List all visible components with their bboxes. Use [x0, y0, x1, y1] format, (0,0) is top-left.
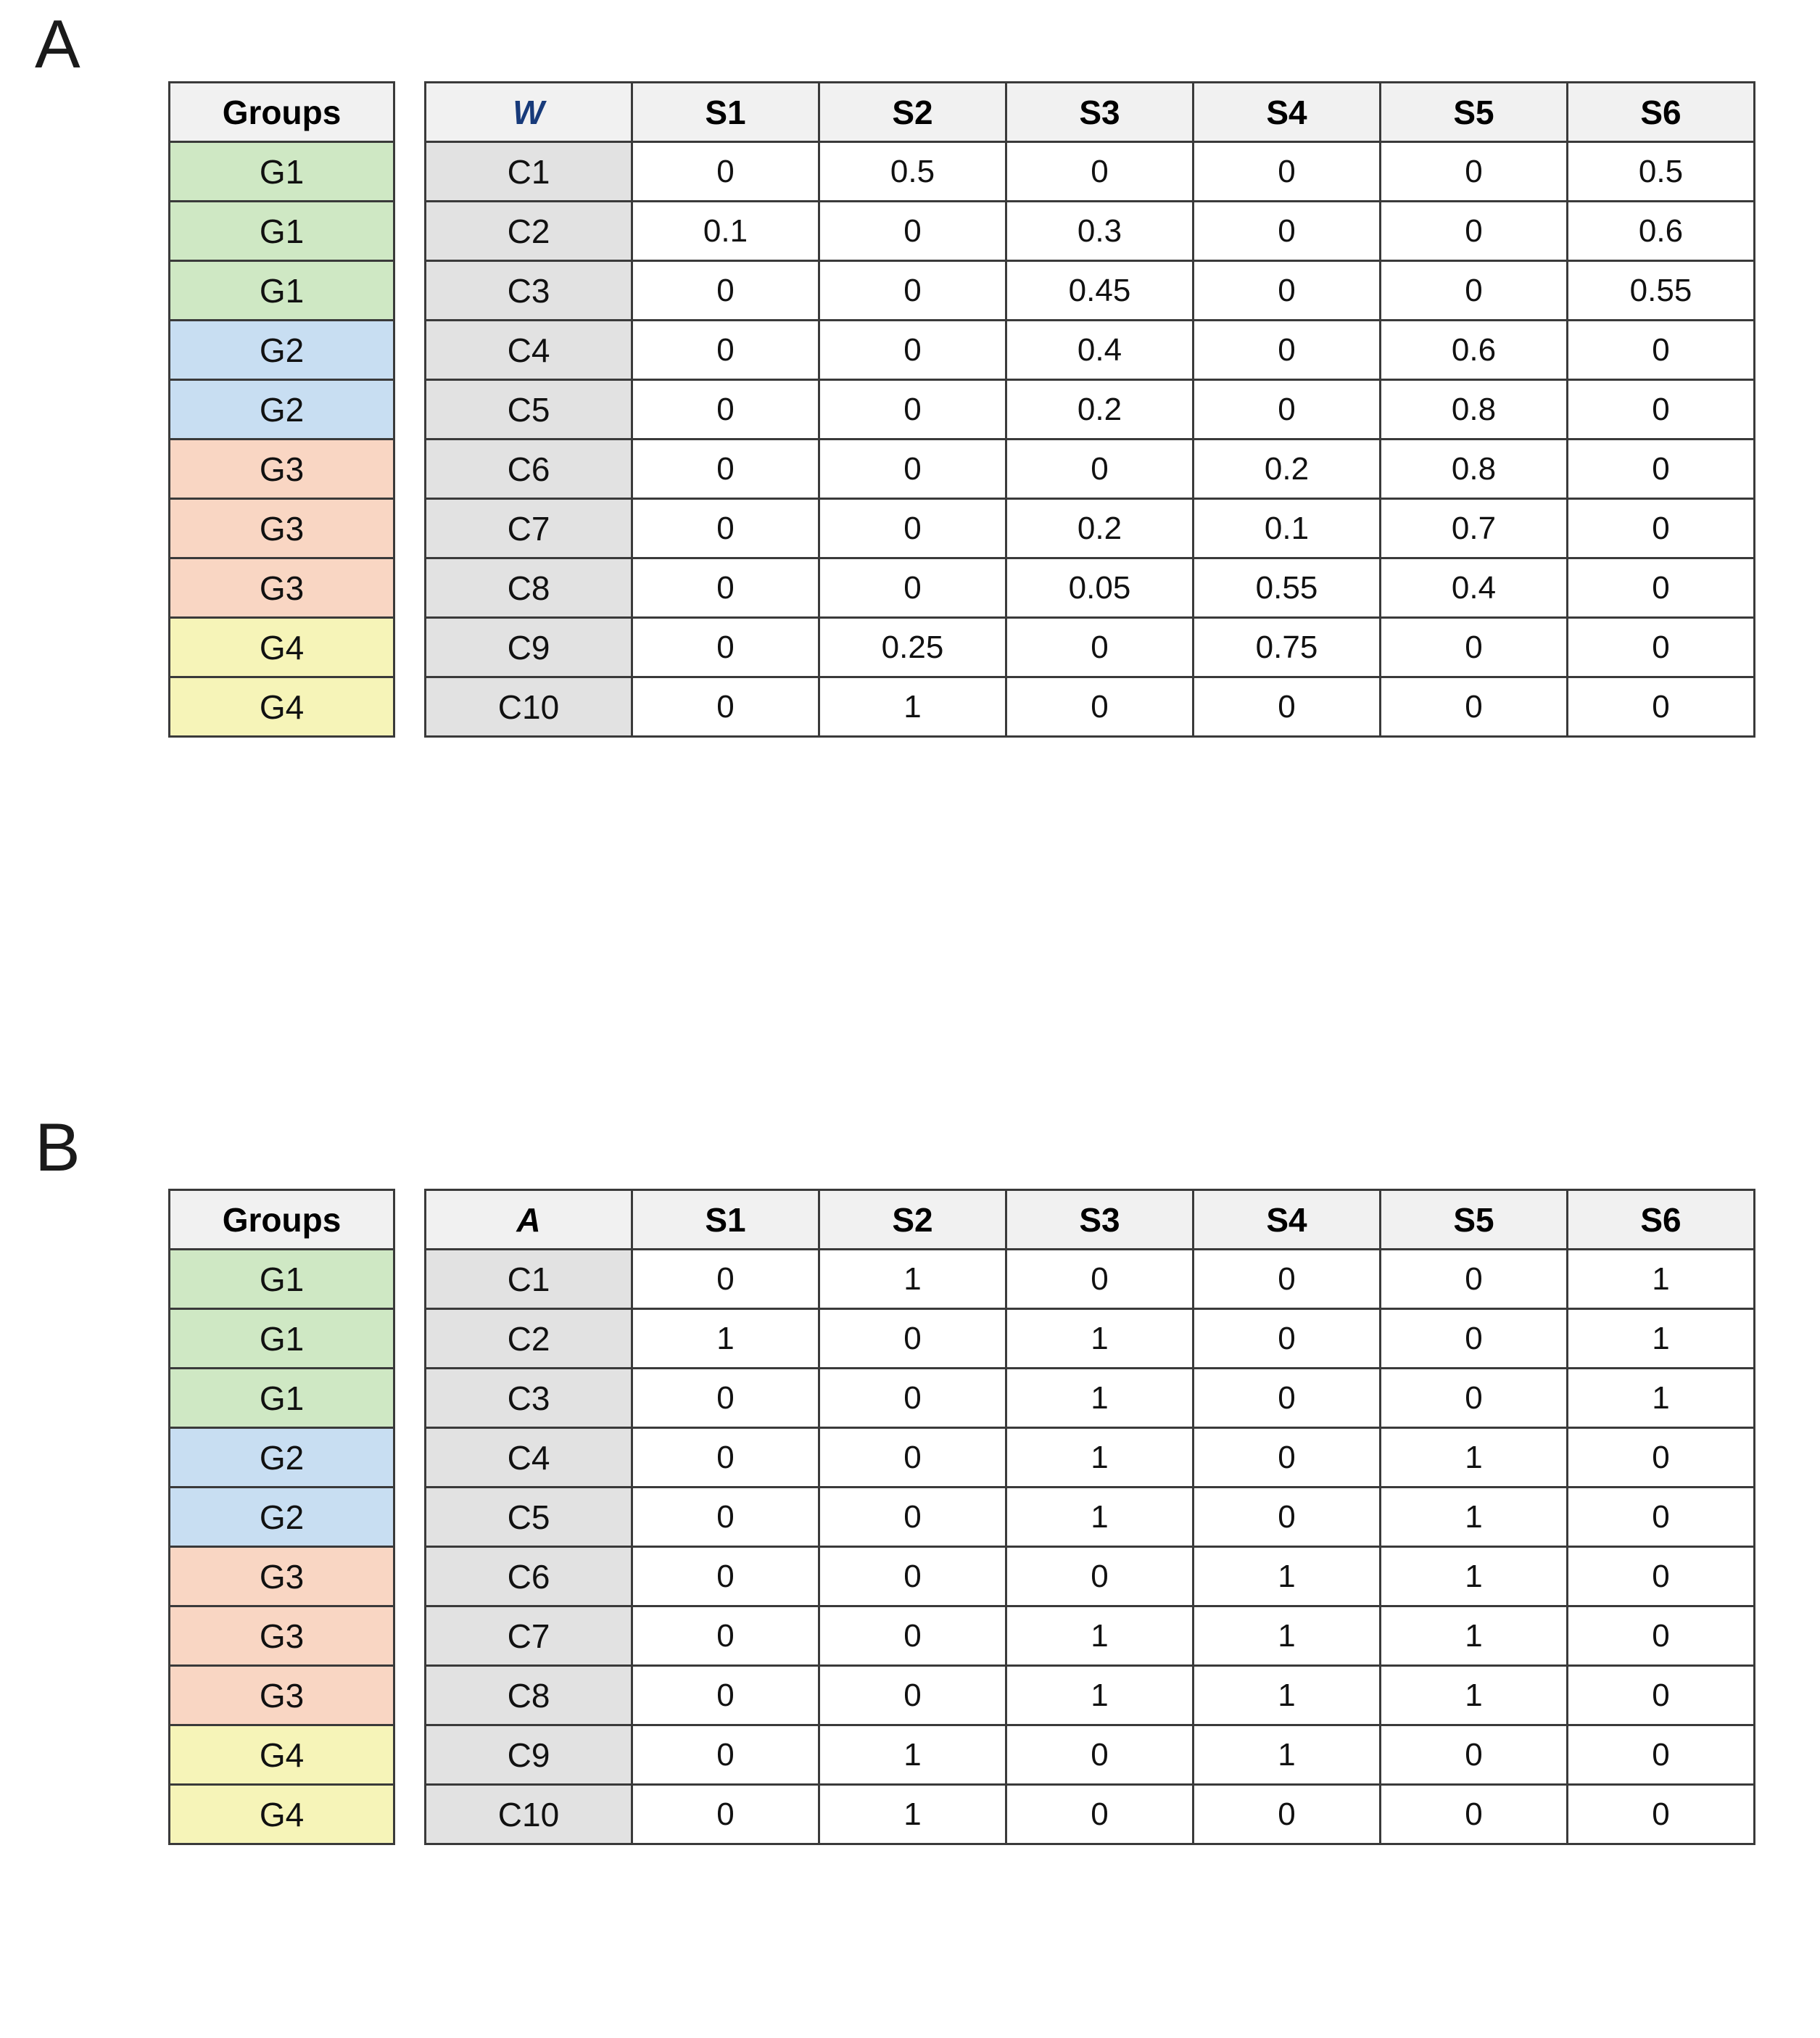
cell-c1-s2: 0.5 [819, 142, 1006, 202]
cell-c7-s2: 0 [819, 499, 1006, 558]
group-cell-g3: G3 [170, 499, 394, 558]
cell-c10-s1: 0 [632, 1785, 819, 1844]
column-header-s1: S1 [632, 83, 819, 142]
groups-row [170, 142, 394, 202]
cell-c1-s4: 0 [1194, 142, 1381, 202]
panel-b-tables [168, 1189, 1755, 1845]
groups-row [170, 261, 394, 321]
cell-c3-s1: 0 [632, 1369, 819, 1428]
cell-c7-s5: 0.7 [1381, 499, 1568, 558]
cell-c4-s1: 0 [632, 1428, 819, 1488]
cell-c6-s5: 1 [1381, 1547, 1568, 1606]
column-header-s5: S5 [1381, 83, 1568, 142]
groups-header-row [170, 1190, 394, 1250]
cell-c2-s3: 0.3 [1006, 202, 1194, 261]
cell-c5-s3: 1 [1006, 1488, 1194, 1547]
row-label-c2: C2 [426, 202, 632, 261]
groups-row [170, 1785, 394, 1844]
cell-c9-s6: 0 [1568, 1725, 1755, 1785]
cell-c9-s5: 0 [1381, 618, 1568, 677]
groups-row [170, 558, 394, 618]
cell-c3-s3: 1 [1006, 1369, 1194, 1428]
cell-c2-s3: 1 [1006, 1309, 1194, 1369]
group-cell-g2: G2 [170, 380, 394, 440]
cell-c9-s5: 0 [1381, 1725, 1568, 1785]
cell-c8-s1: 0 [632, 558, 819, 618]
row-label-c8: C8 [426, 1666, 632, 1725]
groups-header-cell: Groups [170, 83, 394, 142]
cell-c5-s6: 0 [1568, 380, 1755, 440]
cell-c5-s4: 0 [1194, 1488, 1381, 1547]
group-cell-g1: G1 [170, 1250, 394, 1309]
groups-table-a [168, 81, 395, 738]
cell-c7-s2: 0 [819, 1606, 1006, 1666]
cell-c5-s1: 0 [632, 1488, 819, 1547]
table-row [426, 1606, 1755, 1666]
column-header-s6: S6 [1568, 83, 1755, 142]
cell-c10-s2: 1 [819, 1785, 1006, 1844]
cell-c7-s4: 0.1 [1194, 499, 1381, 558]
cell-c10-s3: 0 [1006, 1785, 1194, 1844]
cell-c9-s2: 0.25 [819, 618, 1006, 677]
cell-c3-s2: 0 [819, 261, 1006, 321]
cell-c2-s1: 1 [632, 1309, 819, 1369]
row-label-c1: C1 [426, 142, 632, 202]
cell-c1-s6: 1 [1568, 1250, 1755, 1309]
cell-c6-s4: 0.2 [1194, 440, 1381, 499]
group-cell-g4: G4 [170, 1785, 394, 1844]
row-label-c8: C8 [426, 558, 632, 618]
groups-row [170, 1725, 394, 1785]
panel-a-tables [168, 81, 1755, 738]
cell-c8-s6: 0 [1568, 558, 1755, 618]
table-row [426, 1666, 1755, 1725]
column-header-s6: S6 [1568, 1190, 1755, 1250]
row-label-c6: C6 [426, 1547, 632, 1606]
cell-c3-s1: 0 [632, 261, 819, 321]
groups-row [170, 440, 394, 499]
groups-header-row [170, 83, 394, 142]
cell-c10-s3: 0 [1006, 677, 1194, 737]
column-header-s4: S4 [1194, 83, 1381, 142]
cell-c5-s1: 0 [632, 380, 819, 440]
cell-c9-s4: 1 [1194, 1725, 1381, 1785]
row-label-c4: C4 [426, 1428, 632, 1488]
column-header-s5: S5 [1381, 1190, 1568, 1250]
cell-c9-s2: 1 [819, 1725, 1006, 1785]
cell-c10-s5: 0 [1381, 1785, 1568, 1844]
cell-c3-s6: 0.55 [1568, 261, 1755, 321]
group-cell-g4: G4 [170, 677, 394, 737]
group-cell-g3: G3 [170, 1547, 394, 1606]
cell-c2-s4: 0 [1194, 1309, 1381, 1369]
group-cell-g4: G4 [170, 618, 394, 677]
cell-c1-s4: 0 [1194, 1250, 1381, 1309]
cell-c10-s2: 1 [819, 677, 1006, 737]
cell-c9-s1: 0 [632, 618, 819, 677]
cell-c10-s5: 0 [1381, 677, 1568, 737]
matrix-symbol-w: W [426, 83, 632, 142]
cell-c6-s3: 0 [1006, 1547, 1194, 1606]
column-header-s2: S2 [819, 1190, 1006, 1250]
matrix-table-a [424, 81, 1755, 738]
groups-row [170, 499, 394, 558]
groups-row [170, 1309, 394, 1369]
cell-c6-s1: 0 [632, 440, 819, 499]
cell-c4-s4: 0 [1194, 1428, 1381, 1488]
cell-c6-s6: 0 [1568, 1547, 1755, 1606]
groups-row [170, 1488, 394, 1547]
cell-c6-s2: 0 [819, 1547, 1006, 1606]
table-row [426, 558, 1755, 618]
table-row [426, 321, 1755, 380]
table-row [426, 1428, 1755, 1488]
groups-header-cell: Groups [170, 1190, 394, 1250]
table-row [426, 1369, 1755, 1428]
cell-c2-s5: 0 [1381, 202, 1568, 261]
cell-c4-s6: 0 [1568, 1428, 1755, 1488]
group-cell-g3: G3 [170, 1666, 394, 1725]
matrix-body-a [426, 142, 1755, 737]
cell-c8-s4: 0.55 [1194, 558, 1381, 618]
row-label-c3: C3 [426, 1369, 632, 1428]
column-header-s3: S3 [1006, 1190, 1194, 1250]
cell-c6-s5: 0.8 [1381, 440, 1568, 499]
cell-c8-s4: 1 [1194, 1666, 1381, 1725]
cell-c7-s5: 1 [1381, 1606, 1568, 1666]
group-cell-g3: G3 [170, 440, 394, 499]
table-row [426, 1250, 1755, 1309]
cell-c8-s2: 0 [819, 1666, 1006, 1725]
cell-c4-s2: 0 [819, 1428, 1006, 1488]
cell-c8-s5: 0.4 [1381, 558, 1568, 618]
table-row [426, 202, 1755, 261]
cell-c5-s6: 0 [1568, 1488, 1755, 1547]
cell-c10-s6: 0 [1568, 1785, 1755, 1844]
matrix-header-row-b [426, 1190, 1755, 1250]
table-row [426, 380, 1755, 440]
table-row [426, 1488, 1755, 1547]
cell-c3-s3: 0.45 [1006, 261, 1194, 321]
cell-c1-s3: 0 [1006, 142, 1194, 202]
cell-c2-s5: 0 [1381, 1309, 1568, 1369]
group-cell-g1: G1 [170, 202, 394, 261]
groups-row [170, 1428, 394, 1488]
groups-row [170, 677, 394, 737]
column-header-s1: S1 [632, 1190, 819, 1250]
cell-c3-s4: 0 [1194, 1369, 1381, 1428]
cell-c8-s1: 0 [632, 1666, 819, 1725]
cell-c7-s1: 0 [632, 499, 819, 558]
groups-body-a [170, 142, 394, 737]
cell-c6-s3: 0 [1006, 440, 1194, 499]
table-row [426, 1547, 1755, 1606]
groups-row [170, 1606, 394, 1666]
cell-c3-s4: 0 [1194, 261, 1381, 321]
row-label-c7: C7 [426, 1606, 632, 1666]
group-cell-g2: G2 [170, 321, 394, 380]
group-cell-g2: G2 [170, 1488, 394, 1547]
matrix-table-b [424, 1189, 1755, 1845]
row-label-c9: C9 [426, 618, 632, 677]
row-label-c5: C5 [426, 380, 632, 440]
cell-c1-s1: 0 [632, 142, 819, 202]
cell-c4-s1: 0 [632, 321, 819, 380]
cell-c10-s6: 0 [1568, 677, 1755, 737]
panel-label-b: B [35, 1109, 80, 1185]
groups-table-b [168, 1189, 395, 1845]
row-label-c1: C1 [426, 1250, 632, 1309]
cell-c9-s1: 0 [632, 1725, 819, 1785]
cell-c2-s1: 0.1 [632, 202, 819, 261]
cell-c3-s2: 0 [819, 1369, 1006, 1428]
column-header-s2: S2 [819, 83, 1006, 142]
groups-row [170, 1547, 394, 1606]
matrix-body-b [426, 1250, 1755, 1844]
row-label-c4: C4 [426, 321, 632, 380]
cell-c7-s3: 1 [1006, 1606, 1194, 1666]
cell-c9-s4: 0.75 [1194, 618, 1381, 677]
group-cell-g1: G1 [170, 261, 394, 321]
cell-c4-s2: 0 [819, 321, 1006, 380]
cell-c1-s2: 1 [819, 1250, 1006, 1309]
cell-c8-s3: 0.05 [1006, 558, 1194, 618]
column-header-s3: S3 [1006, 83, 1194, 142]
cell-c5-s2: 0 [819, 380, 1006, 440]
cell-c5-s5: 0.8 [1381, 380, 1568, 440]
table-row [426, 618, 1755, 677]
group-cell-g1: G1 [170, 1309, 394, 1369]
cell-c3-s5: 0 [1381, 1369, 1568, 1428]
group-cell-g1: G1 [170, 1369, 394, 1428]
cell-c7-s6: 0 [1568, 499, 1755, 558]
cell-c9-s3: 0 [1006, 618, 1194, 677]
cell-c5-s4: 0 [1194, 380, 1381, 440]
cell-c7-s3: 0.2 [1006, 499, 1194, 558]
panel-label-a: A [35, 6, 80, 82]
row-label-c2: C2 [426, 1309, 632, 1369]
table-row [426, 440, 1755, 499]
row-label-c3: C3 [426, 261, 632, 321]
cell-c1-s1: 0 [632, 1250, 819, 1309]
cell-c10-s4: 0 [1194, 1785, 1381, 1844]
table-row [426, 261, 1755, 321]
cell-c5-s2: 0 [819, 1488, 1006, 1547]
cell-c4-s3: 1 [1006, 1428, 1194, 1488]
row-label-c7: C7 [426, 499, 632, 558]
cell-c9-s3: 0 [1006, 1725, 1194, 1785]
cell-c6-s6: 0 [1568, 440, 1755, 499]
cell-c8-s3: 1 [1006, 1666, 1194, 1725]
groups-row [170, 618, 394, 677]
cell-c5-s5: 1 [1381, 1488, 1568, 1547]
table-row [426, 1309, 1755, 1369]
cell-c3-s6: 1 [1568, 1369, 1755, 1428]
cell-c4-s3: 0.4 [1006, 321, 1194, 380]
groups-row [170, 1369, 394, 1428]
group-cell-g1: G1 [170, 142, 394, 202]
table-row [426, 1785, 1755, 1844]
cell-c2-s4: 0 [1194, 202, 1381, 261]
cell-c8-s5: 1 [1381, 1666, 1568, 1725]
cell-c2-s6: 0.6 [1568, 202, 1755, 261]
row-label-c5: C5 [426, 1488, 632, 1547]
table-row [426, 499, 1755, 558]
groups-row [170, 321, 394, 380]
cell-c5-s3: 0.2 [1006, 380, 1194, 440]
groups-row [170, 1250, 394, 1309]
table-row [426, 1725, 1755, 1785]
groups-body-b [170, 1250, 394, 1844]
table-row [426, 677, 1755, 737]
cell-c7-s1: 0 [632, 1606, 819, 1666]
cell-c8-s2: 0 [819, 558, 1006, 618]
groups-row [170, 202, 394, 261]
group-cell-g3: G3 [170, 558, 394, 618]
cell-c7-s4: 1 [1194, 1606, 1381, 1666]
cell-c10-s4: 0 [1194, 677, 1381, 737]
matrix-symbol-a: A [426, 1190, 632, 1250]
cell-c4-s6: 0 [1568, 321, 1755, 380]
cell-c7-s6: 0 [1568, 1606, 1755, 1666]
cell-c9-s6: 0 [1568, 618, 1755, 677]
cell-c6-s1: 0 [632, 1547, 819, 1606]
cell-c1-s5: 0 [1381, 1250, 1568, 1309]
cell-c1-s5: 0 [1381, 142, 1568, 202]
cell-c4-s5: 1 [1381, 1428, 1568, 1488]
cell-c2-s6: 1 [1568, 1309, 1755, 1369]
row-label-c10: C10 [426, 1785, 632, 1844]
cell-c3-s5: 0 [1381, 261, 1568, 321]
cell-c8-s6: 0 [1568, 1666, 1755, 1725]
group-cell-g4: G4 [170, 1725, 394, 1785]
row-label-c10: C10 [426, 677, 632, 737]
cell-c6-s2: 0 [819, 440, 1006, 499]
cell-c4-s4: 0 [1194, 321, 1381, 380]
cell-c1-s6: 0.5 [1568, 142, 1755, 202]
groups-row [170, 1666, 394, 1725]
group-cell-g2: G2 [170, 1428, 394, 1488]
table-row [426, 142, 1755, 202]
cell-c6-s4: 1 [1194, 1547, 1381, 1606]
cell-c2-s2: 0 [819, 1309, 1006, 1369]
row-label-c9: C9 [426, 1725, 632, 1785]
groups-row [170, 380, 394, 440]
column-header-s4: S4 [1194, 1190, 1381, 1250]
row-label-c6: C6 [426, 440, 632, 499]
cell-c10-s1: 0 [632, 677, 819, 737]
group-cell-g3: G3 [170, 1606, 394, 1666]
matrix-header-row-a [426, 83, 1755, 142]
cell-c1-s3: 0 [1006, 1250, 1194, 1309]
cell-c2-s2: 0 [819, 202, 1006, 261]
cell-c4-s5: 0.6 [1381, 321, 1568, 380]
